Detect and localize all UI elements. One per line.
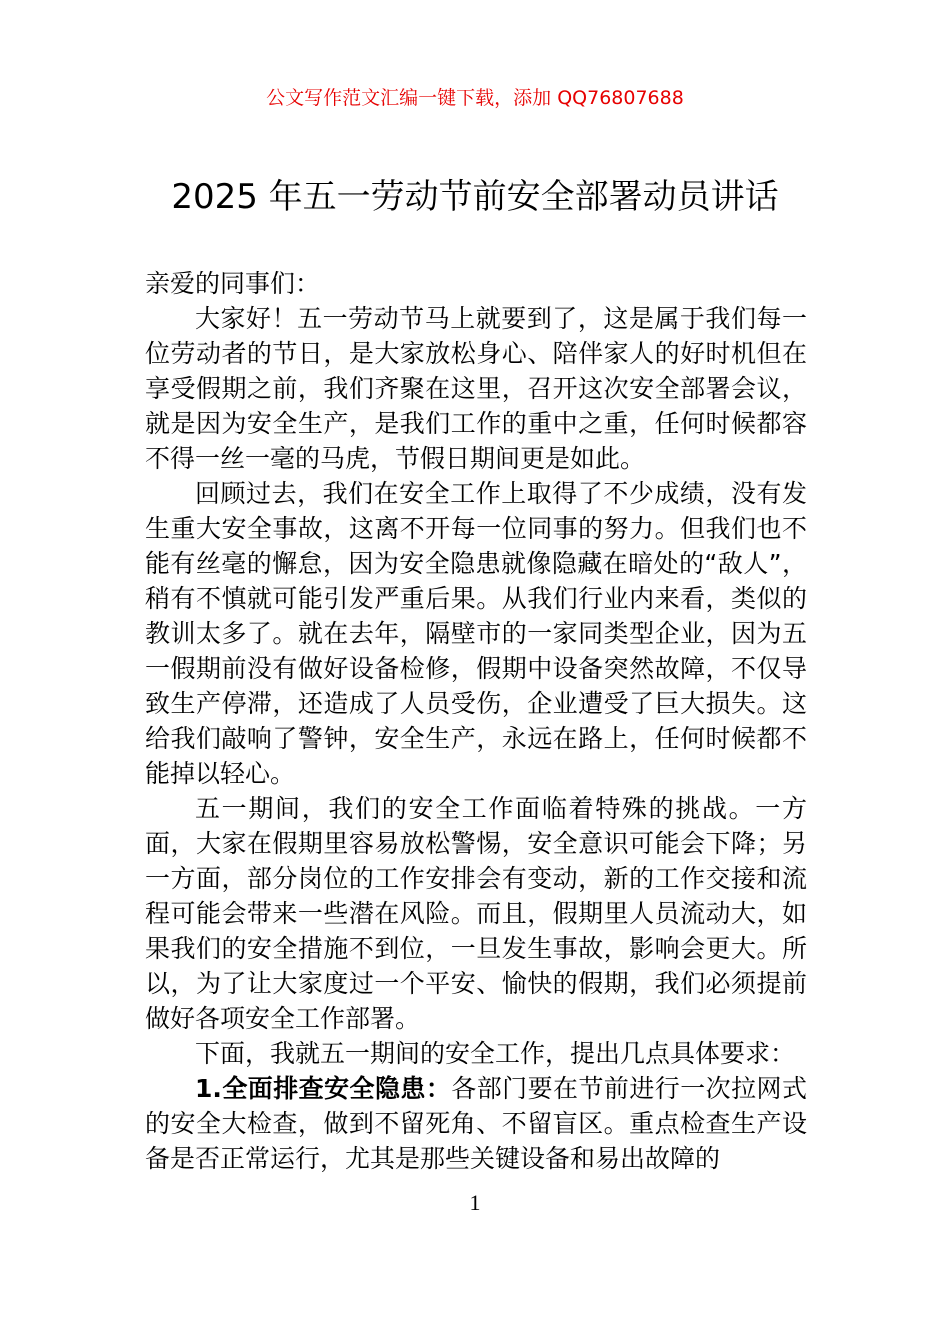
paragraph-challenges: 五一期间，我们的安全工作面临着特殊的挑战。一方面，大家在假期里容易放松警惕，安全意识可能会下降；另一方面，部分岗位的工作安排会有变动，新的工作交接和流程可能会带来一些潜在风险。而且，假期里人员流动大，如果我们的安全措施不到位，一旦发生事故，影响会更大。所以，为了让大家度过一个平安、愉快的假期，我们必须提前做好各项安全工作部署。	[145, 794, 807, 1033]
page-number: 1	[469, 1190, 481, 1215]
header-download-note: 公文写作范文汇编一键下载，添加 QQ76807688	[266, 87, 684, 109]
greeting: 亲爱的同事们：	[145, 269, 321, 298]
paragraph-requirements-intro: 下面，我就五一期间的安全工作，提出几点具体要求：	[195, 1039, 796, 1068]
requirement-item-1-text: 各部门要在节前进行一次拉网式的安全大检查，做到不留死角、不留盲区。重点检查生产设备是否正常运行，尤其是那些关键设备和易出故障的	[145, 1074, 807, 1173]
document-body	[145, 266, 807, 1176]
paragraph-review: 回顾过去，我们在安全工作上取得了不少成绩，没有发生重大安全事故，这离不开每一位同事的努力。但我们也不能有丝毫的懈怠，因为安全隐患就像隐藏在暗处的“敌人”，稍有不慎就可能引发严重后果。从我们行业内来看，类似的教训太多了。就在去年，隔壁市的一家同类型企业，因为五一假期前没有做好设备检修，假期中设备突然故障，不仅导致生产停滞，还造成了人员受伤，企业遭受了巨大损失。这给我们敲响了警钟，安全生产，永远在路上，任何时候都不能掉以轻心。	[145, 479, 807, 788]
requirement-item-1	[145, 1071, 807, 1176]
paragraph-opening: 大家好！五一劳动节马上就要到了，这是属于我们每一位劳动者的节日，是大家放松身心、陪伴家人的好时机但在享受假期之前，我们齐聚在这里，召开这次安全部署会议，就是因为安全生产，是我们工作的重中之重，任何时候都容不得一丝一毫的马虎，节假日期间更是如此。	[145, 304, 807, 473]
document-title: 2025 年五一劳动节前安全部署动员讲话	[171, 177, 779, 217]
requirement-item-1-lead: 1.全面排查安全隐患：	[195, 1074, 452, 1103]
